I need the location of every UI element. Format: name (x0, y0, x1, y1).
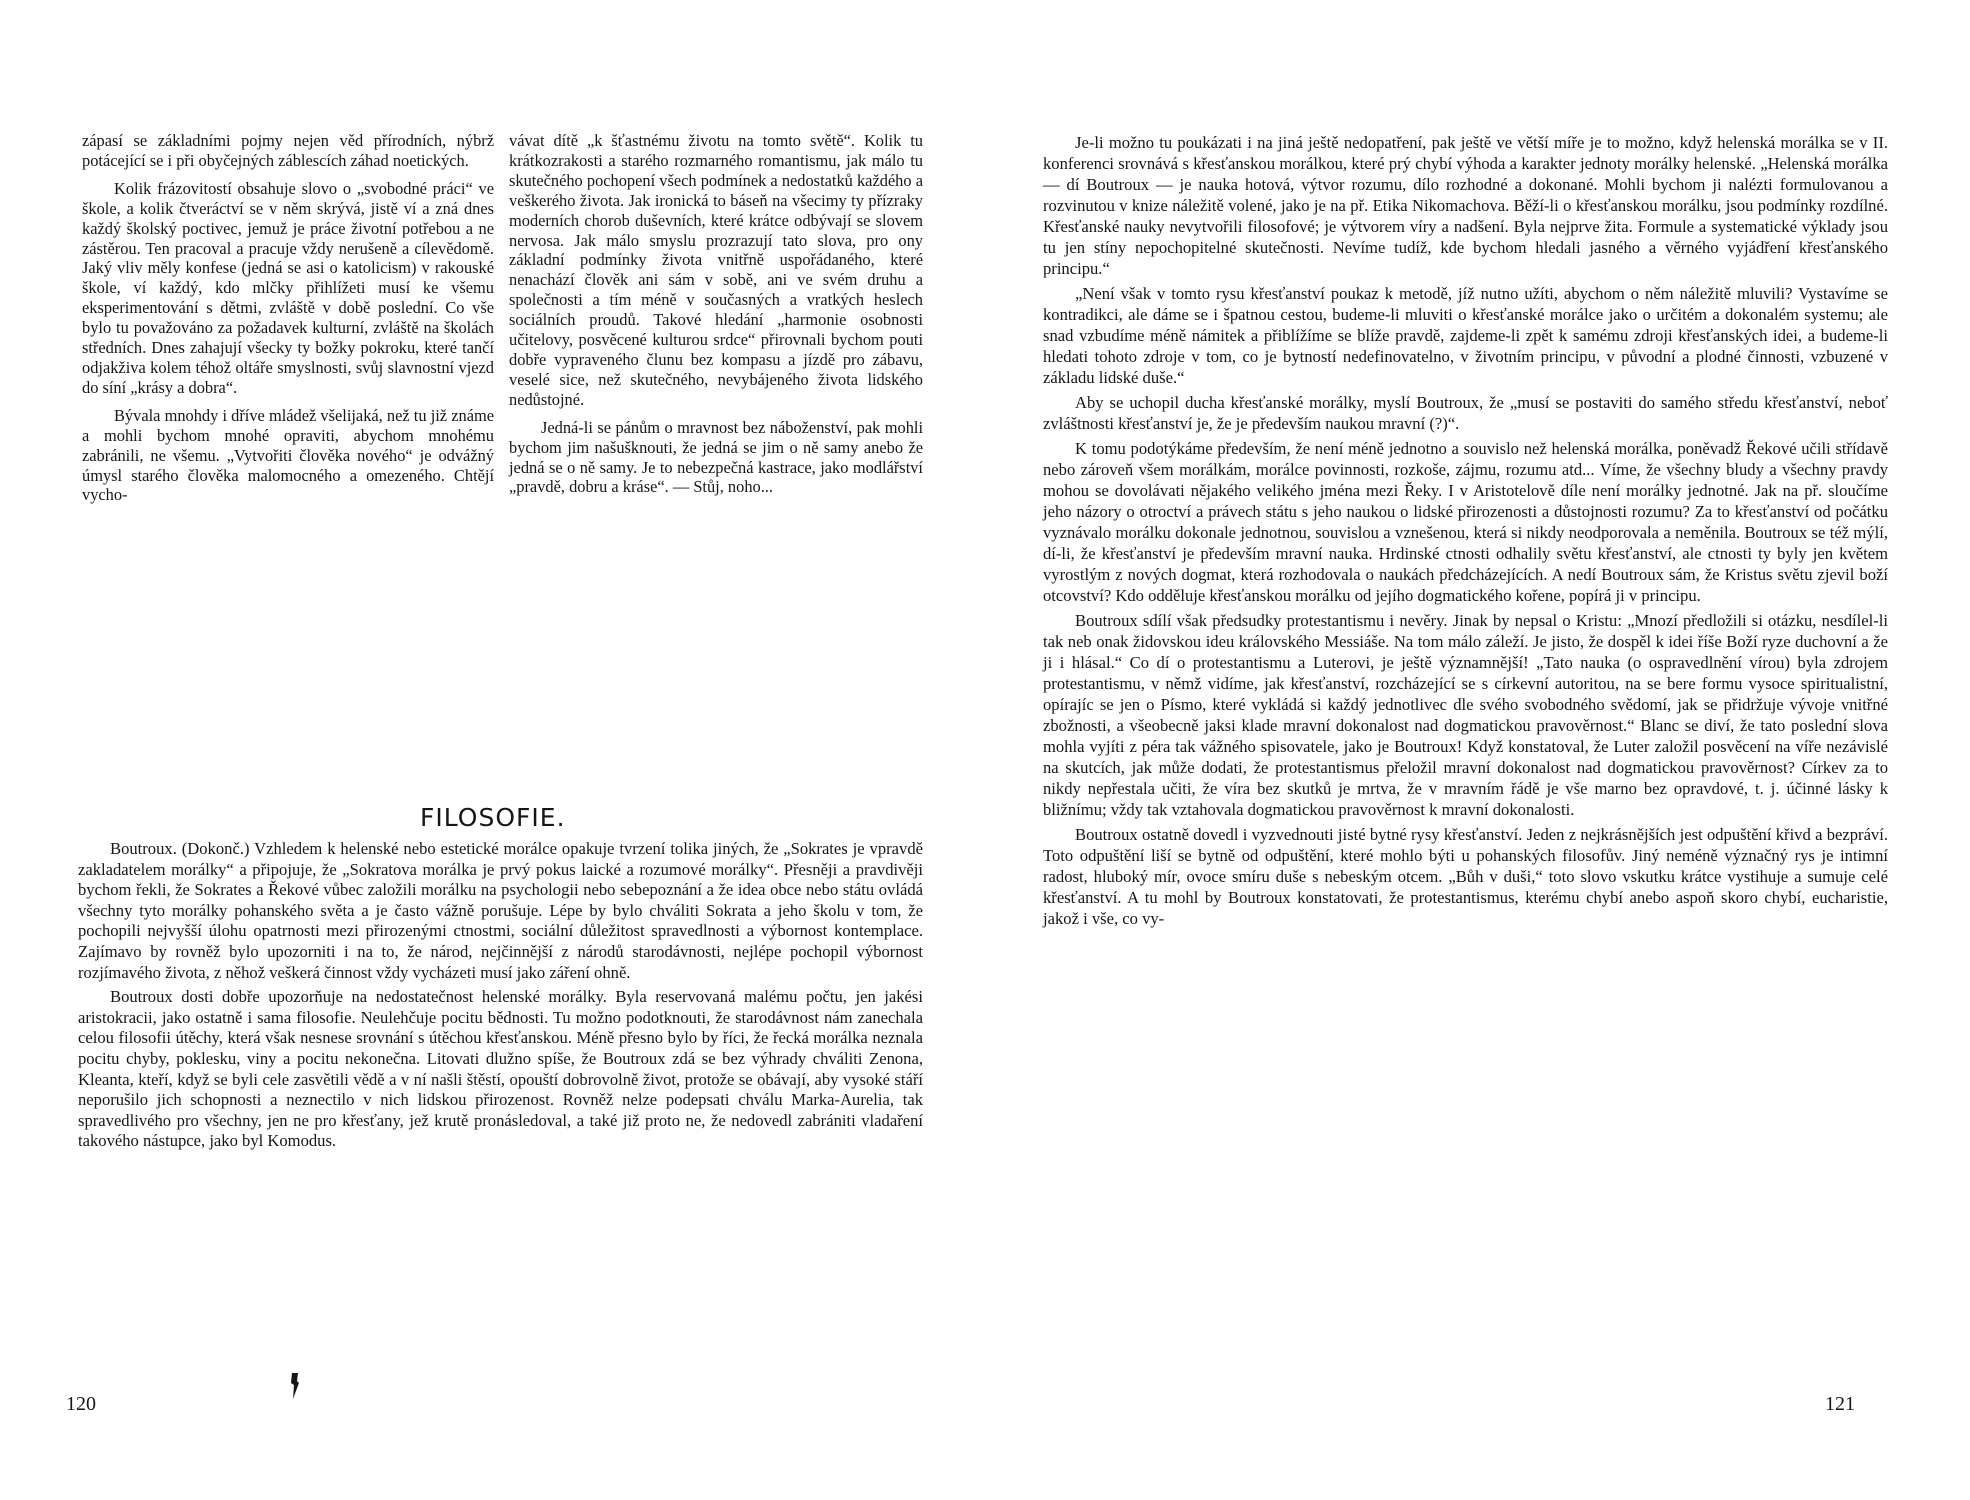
paragraph: Jedná-li se pánům o mravnost bez náboženství, pak mohli bychom jim našušknouti, že jedná se jim o ně samy anebo že jedná se o ně samy. Je to nebezpečná kastrace, jako modlářství „pravdě, dobru a kráse“. — Stůj, noho... (509, 417, 923, 497)
paragraph: Aby se uchopil ducha křesťanské morálky, myslí Boutroux, že „musí se postaviti do samého středu křesťanství, neboť zvláštnosti křesťanství je, že je především naukou mravní (?)“. (1043, 393, 1888, 433)
left-column-2 (509, 131, 923, 505)
section-title: FILOSOFIE. (420, 803, 566, 832)
paragraph: Boutroux. (Dokonč.) Vzhledem k helenské nebo estetické morálce opakuje tvrzení tolika jiných, že „Sokrates je vpravdě zakladatelem morálky“ a připojuje, že „Sokratova morálka je prvý pokus laické a rozumové morálky“. Přesněji a pravdivěji bychom řekli, že Sokrates a Řekové vůbec založili morálku na psychologii nebo sebepoznání a že idea obce nebo státu ovládá všechny tyto morálky pohanského světa a je často vážně porušuje. Lépe by bylo chváliti Sokrata a jeho školu v tom, že pochopili nejvyšší úlohu opatrnosti mezi přirozenými ctnostmi, sociální důležitost spravedlnosti a výbornost kontemplace. Zajímavo by rovněž bylo upozorniti i na to, že národ, nejčinnější z národů starodávnosti, nejlépe pochopil výbornost rozjímavého života, z něhož veškerá činnost vždy vycházeti musí jako záření ohně. (78, 839, 923, 982)
paragraph: Je-li možno tu poukázati i na jiná ještě nedopatření, pak ještě ve větší míře je to možno, když helenská morálka se v II. konferenci srovnává s křesťanskou morálkou, které prý chybí výhoda a karakter jednoty morálky helenské. „Helenská morálka — dí Boutroux — je nauka hotová, výtvor rozumu, dílo rozhodné a dokonané. Mohli bychom ji nalézti formulovanou a rozvinutou v knize náležitě volené, jako je na př. Etika Nikomachova. Běží-li o křesťanskou morálku, jsou podmínky rozdílné. Křesťanské nauky nevytvořili filosofové; je výtvorem víry a nadšení. Byla nejprve žita. Formule a systematické výklady jsou tu jen stíny nepochopitelné skutečnosti. Nevíme tudíž, kde bychom hledali jasného a věrného vyjádření křesťanského principu.“ (1043, 133, 1888, 278)
paragraph: zápasí se základními pojmy nejen věd přírodních, nýbrž potácející se i při obyčejných záblescích záhad noetických. (82, 131, 494, 170)
page-number-left: 120 (66, 1393, 96, 1415)
paragraph: Boutroux dosti dobře upozorňuje na nedostatečnost helenské morálky. Byla reservovaná malému počtu, jen jakési aristokracii, jako ostatně i sama filosofie. Neulehčuje pocitu bědnosti. Tu možno podotknouti, že starodávnost nám zanechala celou filosofii útěchy, která však nesnese srovnání s útěchou křesťanskou. Méně přesno bylo by říci, že řecká morálka neznala pocitu chyby, poklesku, viny a pocitu nekonečna. Litovati dlužno spíše, že Boutroux zdá se bez výhrady chváliti Zenona, Kleanta, kteří, když se byli cele zasvětili vědě a v ní našli štěstí, opouští dobrovolně život, protože se obávají, aby vysoké stáří neporušilo jich schopnosti a neznectilo v nich lidskou přirozenost. Rovněž nelze podepsati chválu Marka-Aurelia, tak spravedlivého pro všechny, jen ne pro křesťany, jež krutě pronásledoval, a také již proto ne, že nedovedl zabrániti vladaření takového nástupce, jako byl Komodus. (78, 987, 923, 1151)
paragraph: K tomu podotýkáme především, že není méně jednotno a souvislo než helenská morálka, poněvadž Řekové učili střídavě nebo zároveň všem morálkám, morálce povinnosti, rozkoše, zájmu, rozumu atd... Víme, že všechny bludy a všechny pravdy mohou se dovolávati nějakého velikého jména mezi Řeky. I v Aristotelově díle není morálky jednotné. Jak na př. sloučíme jeho názory o otroctví a právech státu s jeho naukou o lidské přirozenosti a důstojnosti rozumu? Za to křesťanství od počátku vyznávalo morálku dokonale jednotnou, souvislou a vznešenou, která si nikdy neodporovala a neměnila. Boutroux se též mýlí, dí-li, že křesťanství je především mravní nauka. Hrdinské ctnosti odhalily světu křesťanství, ale ctnosti ty byly jen květem vyrostlým z nových dogmat, která rozhodovala o naukách předcházejících. A nedí Boutroux sám, že Kristus světu zjevil boží otcovství? Kdo odděluje křesťanskou morálku od jejího dogmatického kořene, popírá ji v principu. (1043, 439, 1888, 605)
right-body-text (1043, 132, 1888, 933)
left-body-text (78, 839, 923, 1156)
left-column-1 (82, 131, 494, 513)
paragraph: „Není však v tomto rysu křesťanství poukaz k metodě, jíž nutno užíti, abychom o něm náležitě mluvili? Vystavíme se kontradikci, ale dáme se i špatnou cestou, budeme-li mluviti o křesťanské morálce jako o určitém a dokonalém systemu; ale snad vzbudíme méně námitek a přiblížíme se blíže pravdě, zajdeme-li zpět k samému zdroji křesťanských idei, a budeme-li hledati tohoto zdroje v tom, co je bytností nedefinovatelno, v životním principu, v původní a plodné činnosti, vzbuzené v základu lidské duše.“ (1043, 284, 1888, 387)
paragraph: Boutroux ostatně dovedl i vyzvednouti jisté bytné rysy křesťanství. Jeden z nejkrásnějších jest odpuštění křivd a bezpráví. Toto odpuštění liší se bytně od odpuštění, které mohlo býti u pohanských filosofův. Jiný neméně význačný rys je intimní radost, hluboký mír, ovoce smíru duše s nebeským otcem. „Bůh v duši,“ toto slovo vskutku krátce vystihuje a sumuje celé křesťanství. A tu mohl by Boutroux konstatovati, že protestantismus, kterému chybí anebo aspoň skoro chybí, eucharistie, jakož i vše, co vy- (1043, 825, 1888, 928)
paragraph: vávat dítě „k šťastnému životu na tomto světě“. Kolik tu krátkozrakosti a starého rozmarného romantismu, jak málo tu skutečného pochopení všech podmínek a nedostatků každého a veškerého života. Jak ironická to báseň na všecimy ty přízraky moderních chorob duševních, které krátce odbývají se slovem nervosa. Jak málo smyslu prozrazují tato slova, pro ony základní podmínky života vnitřně uspořádaného, které nenachází člověk ani sám v sobě, ani ve svém druhu a společnosti a tím méně v současných a vratkých heslech sociálních proudů. Takové hledání „harmonie osobnosti učitelovy, posvěcené kulturou srdce“ přirovnali bychom pouti dobře vypraveného člunu bez kompasu a jízdě pro zábavu, veselé sice, než skutečného, nevybájeného života lidského nedůstojné. (509, 131, 923, 409)
page-number-right: 121 (1825, 1393, 1855, 1415)
paragraph: Bývala mnohdy i dříve mládež všelijaká, než tu již známe a mohli bychom mnohé opraviti, abychom mnohému zabránili, ne všemu. „Vytvořiti člověka nového“ je odvážný úmysl starého člověka malomocného a omezeného. Chtějí vycho- (82, 405, 494, 505)
paragraph: Boutroux sdílí však předsudky protestantismu i nevěry. Jinak by nepsal o Kristu: „Mnozí předložili si otázku, nesdílel-li tak neb onak židovskou ideu královského Messiáše. Na tom málo záleží. Je jisto, že dospěl k idei říše Boží ryze duchovní a že ji i hlásal.“ Co dí o protestantismu a Luterovi, je ještě významnější! „Tato nauka (o ospravedlnění vírou) byla zdrojem protestantismu, v němž vidíme, jak křesťanství, rozcházející se s církevní autoritou, na se bere formu vysoce spiritualistní, opírajíc se jen o Písmo, které vykládá si každý jednotlivec dle svého svobodného svědomí, jak se přidržuje vývoje vnitřné zbožnosti, a všeobecně jaksi klade mravní dokonalost nad dogmatickou pravověrnost.“ Blanc se diví, že tato poslední slova mohla vyjíti z péra tak vážného spisovatele, jako je Boutroux! Když konstatoval, že Luter založil posvěcení na víře nezávislé na skutcích, jak může dodati, že protestantismus přeložil mravní dokonalost nad dogmatickou pravověrnost? Církev za to nikdy nepřestala učiti, že víra bez skutků je mrtva, že v mravním řádě je vše marno bez opravdové, t. j. účinné lásky k bližnímu; vždy tak vztahovala dogmatickou pravověrnost k mravní dokonalosti. (1043, 611, 1888, 819)
right-page (985, 0, 1970, 1500)
paragraph: Kolik frázovitostí obsahuje slovo o „svobodné práci“ ve škole, a kolik čtveráctví se v něm skrývá, jistě ví a zná dnes každý školský poctivec, jemuž je práce životní potřebou a ne zástěrou. Ten pracoval a pracuje vždy nerušeně a cílevědomě. Jaký vliv měly konfese (jedná se asi o katolicism) v rakouské škole, ví každý, kdo mlčky přihlížeti musí ke všemu eksperimentování s dětmi, zvláště v době poslední. Co vše bylo tu považováno za požadavek kulturní, zvláště na školách středních. Dnes zahajují všecky ty božky pokroku, které tančí odjakživa kolem téhož oltáře smyslnosti, svůj slavnostní vjezd do síní „krásy a dobra“. (82, 178, 494, 397)
ink-mark-icon (289, 1371, 301, 1401)
